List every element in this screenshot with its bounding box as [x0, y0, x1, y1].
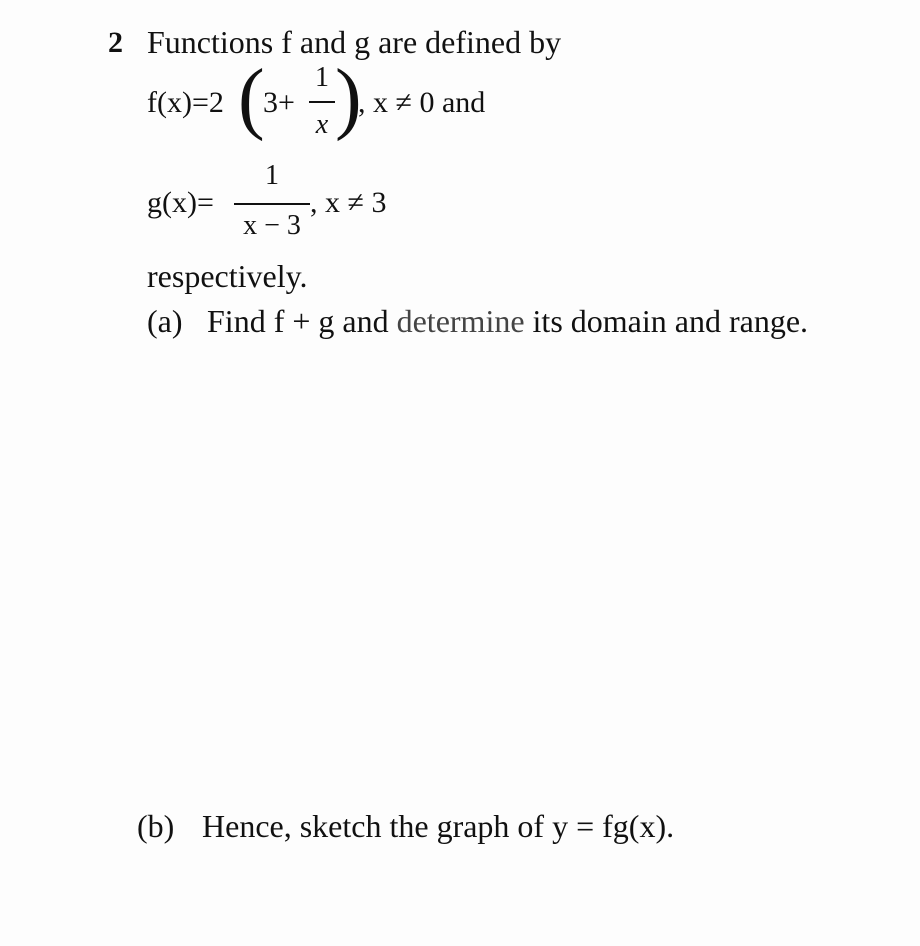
- g-lhs: g(x)=: [147, 186, 214, 219]
- part-a-text-end: its domain and range.: [524, 303, 809, 339]
- f-condition: , x ≠ 0 and: [358, 86, 486, 119]
- f-fraction-numerator: 1: [315, 62, 329, 93]
- g-fraction-bar: [234, 203, 310, 205]
- g-fraction-numerator: 1: [265, 160, 279, 191]
- question-intro: Functions f and g are defined by: [147, 24, 562, 60]
- respectively-text: respectively.: [147, 258, 308, 294]
- f-lhs: f(x)=2: [147, 86, 224, 119]
- part-a-text-start: Find f + g and: [207, 303, 397, 339]
- part-a-label: (a): [147, 303, 183, 339]
- question-number: 2: [108, 26, 123, 59]
- part-b-text: Hence, sketch the graph of y = fg(x).: [202, 808, 675, 844]
- part-b-label: (b): [137, 808, 175, 844]
- f-open-paren: (: [238, 54, 265, 142]
- g-fraction-denominator: x − 3: [243, 210, 301, 241]
- f-fraction-denominator: x: [315, 109, 329, 140]
- part-a-text: [207, 303, 808, 340]
- f-inner-constant: 3+: [263, 86, 295, 119]
- g-condition: , x ≠ 3: [310, 186, 387, 219]
- f-fraction-bar: [309, 101, 335, 103]
- part-a-text-soft: determine: [396, 303, 525, 339]
- f-close-paren: ): [335, 54, 362, 142]
